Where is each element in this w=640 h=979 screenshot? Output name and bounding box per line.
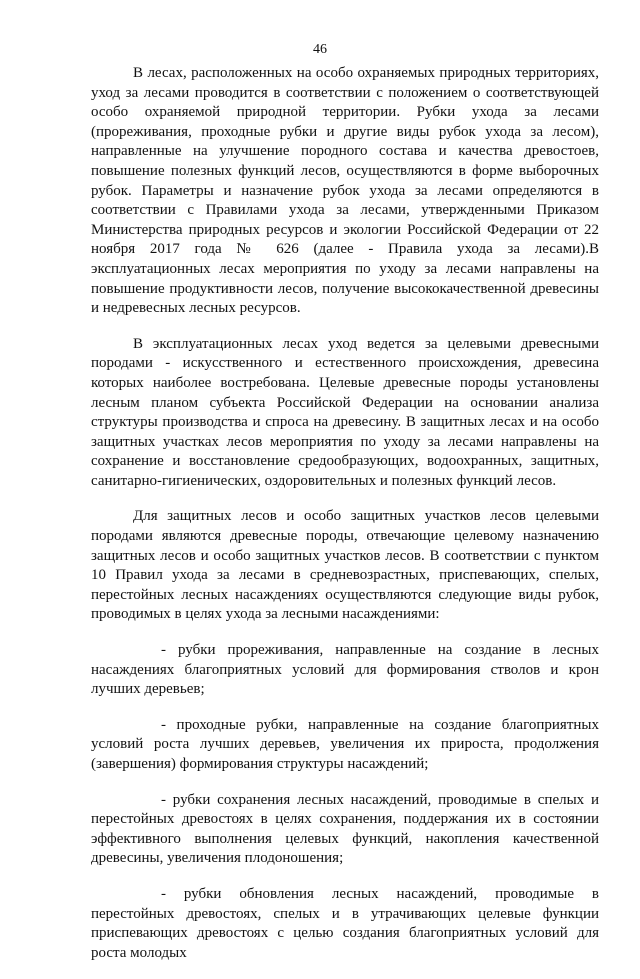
paragraph: В лесах, расположенных на особо охраняемых природных территориях, уход за лесами проводится в соответствии с положением о соответствующей особо охраняемой природной территории. Рубки ухода за лесами (прореживания, проходные рубки и другие виды рубок ухода за лесом), направленные на улучшение породного состава и качества древостоев, повышение полезных функций лесов, осуществляются в форме выборочных рубок. Параметры и назначение рубок ухода за лесами определяются в соответствии с Правилами ухода за лесами, утвержденными Приказом Министерства природных ресурсов и экологии Российской Федерации от 22 ноября 2017 года № 626 (далее - Правила ухода за лесами).В эксплуатационных лесах мероприятия по уходу за лесами направлены на повышение продуктивности лесов, получение высококачественной древесины и недревесных лесных ресурсов. (91, 65, 599, 317)
list-item: - рубки прореживания, направленные на создание в лесных насаждениях благоприятных условий для формирования стволов и крон лучших деревьев; (91, 642, 599, 698)
body-text (91, 64, 599, 979)
list-item: - проходные рубки, направленные на создание благоприятных условий роста лучших деревьев, увеличения их прироста, продолжения (завершения) формирования структуры насаждений; (91, 716, 599, 772)
page-number: 46 (313, 42, 327, 57)
paragraph: Для защитных лесов и особо защитных участков лесов целевыми породами являются древесные породы, отвечающие целевому назначению защитных лесов и особо защитных участков лесов. В соответствии с пунктом 10 Правил ухода за лесами в средневозрастных, приспевающих, спелых, перестойных лесных насаждениях осуществляются следующие виды рубок, проводимых в целях ухода за лесными насаждениями: (91, 508, 599, 623)
paragraph: В эксплуатационных лесах уход ведется за целевыми древесными породами - искусственного и естественного происхождения, древесина которых наиболее востребована. Целевые древесные породы установлены лесным планом субъекта Российской Федерации на основании анализа структуры производства и спроса на древесину. В защитных лесах и на особо защитных участках лесов мероприятия по уходу за лесами направлены на сохранение и восстановление средообразующих, водоохранных, защитных, санитарно-гигиенических, оздоровительных и полезных функций лесов. (91, 335, 599, 489)
list-item: - рубки обновления лесных насаждений, проводимые в перестойных древостоях, спелых и в утрачивающих целевые функции приспевающих древостоях с целью создания благоприятных условий для роста молодых (91, 885, 599, 961)
list-item: - рубки сохранения лесных насаждений, проводимые в спелых и перестойных древостоях в целях сохранения, поддержания их в состоянии эффективного выполнения целевых функций, накопления качественной древесины, увеличения плодоношения; (91, 791, 599, 867)
